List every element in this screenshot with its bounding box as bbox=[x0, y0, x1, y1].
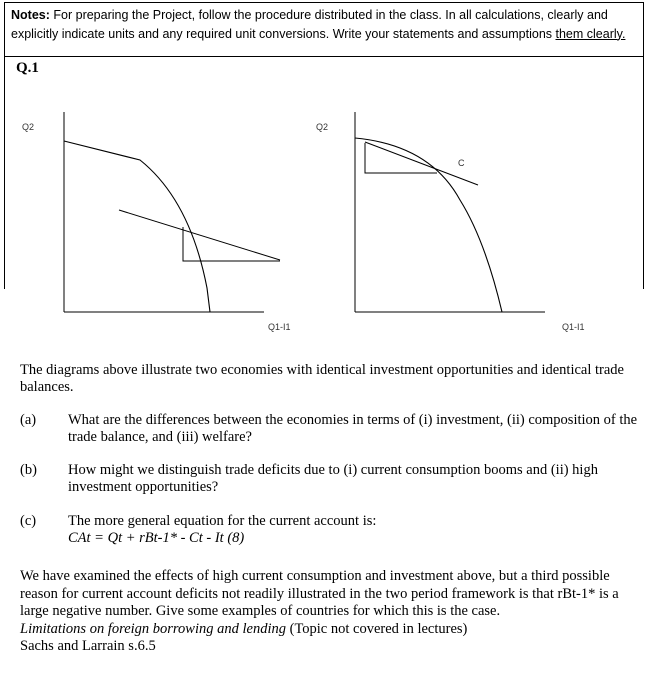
right-trade-triangle bbox=[365, 143, 437, 173]
closing-topic-line bbox=[20, 621, 640, 639]
left-price-line bbox=[119, 210, 280, 260]
right-diagram bbox=[316, 112, 585, 332]
left-x-axis-label: Q1-I1 bbox=[268, 322, 291, 332]
closing-reference: Sachs and Larrain s.6.5 bbox=[20, 638, 156, 654]
closing-topic-note: (Topic not covered in lectures) bbox=[285, 620, 468, 637]
item-a-text: What are the differences between the economies in terms of (i) investment, (ii) composition of the trade balance, and (iii) welfare? bbox=[68, 412, 638, 445]
item-b-text: How might we distinguish trade deficits due to (i) current consumption booms and (ii) high investment opportunities? bbox=[68, 462, 598, 495]
closing-paragraph bbox=[20, 568, 640, 656]
right-y-axis-label: Q2 bbox=[316, 122, 329, 132]
right-point-c-label: C bbox=[458, 158, 465, 168]
current-account-equation: CAt = Qt + rBt-1* - Ct - It (8) bbox=[68, 530, 245, 546]
right-x-axis-label: Q1-I1 bbox=[562, 322, 585, 332]
notes-text-main: For preparing the Project, follow the procedure distributed in the class. In all calculations, clearly and explicitly indicate units and any required unit conversions. Write your statements and assumptions bbox=[11, 8, 608, 41]
item-b-label: (b) bbox=[20, 462, 37, 478]
left-ppf-curve bbox=[64, 141, 210, 312]
item-c-text: The more general equation for the current account is: bbox=[68, 513, 377, 529]
left-y-axis-label: Q2 bbox=[22, 122, 35, 132]
closing-topic: Limitations on foreign borrowing and lending bbox=[20, 620, 286, 637]
item-c-label: (c) bbox=[20, 513, 37, 529]
notes-text-end: them clearly. bbox=[555, 26, 626, 41]
right-ppf-curve bbox=[355, 138, 502, 312]
closing-text: We have examined the effects of high current consumption and investment above, but a third possible reason for current account deficits not readily illustrated in the two period framework is that rBt-1* is a large negative number. Give some examples of countries for which this is the case. bbox=[20, 568, 619, 619]
item-a-label: (a) bbox=[20, 412, 37, 428]
left-diagram bbox=[22, 112, 291, 332]
notes-label: Notes: bbox=[11, 8, 50, 22]
question-title: Q.1 bbox=[16, 60, 39, 76]
intro-paragraph: The diagrams above illustrate two economies with identical investment opportunities and identical trade balances. bbox=[20, 362, 624, 395]
